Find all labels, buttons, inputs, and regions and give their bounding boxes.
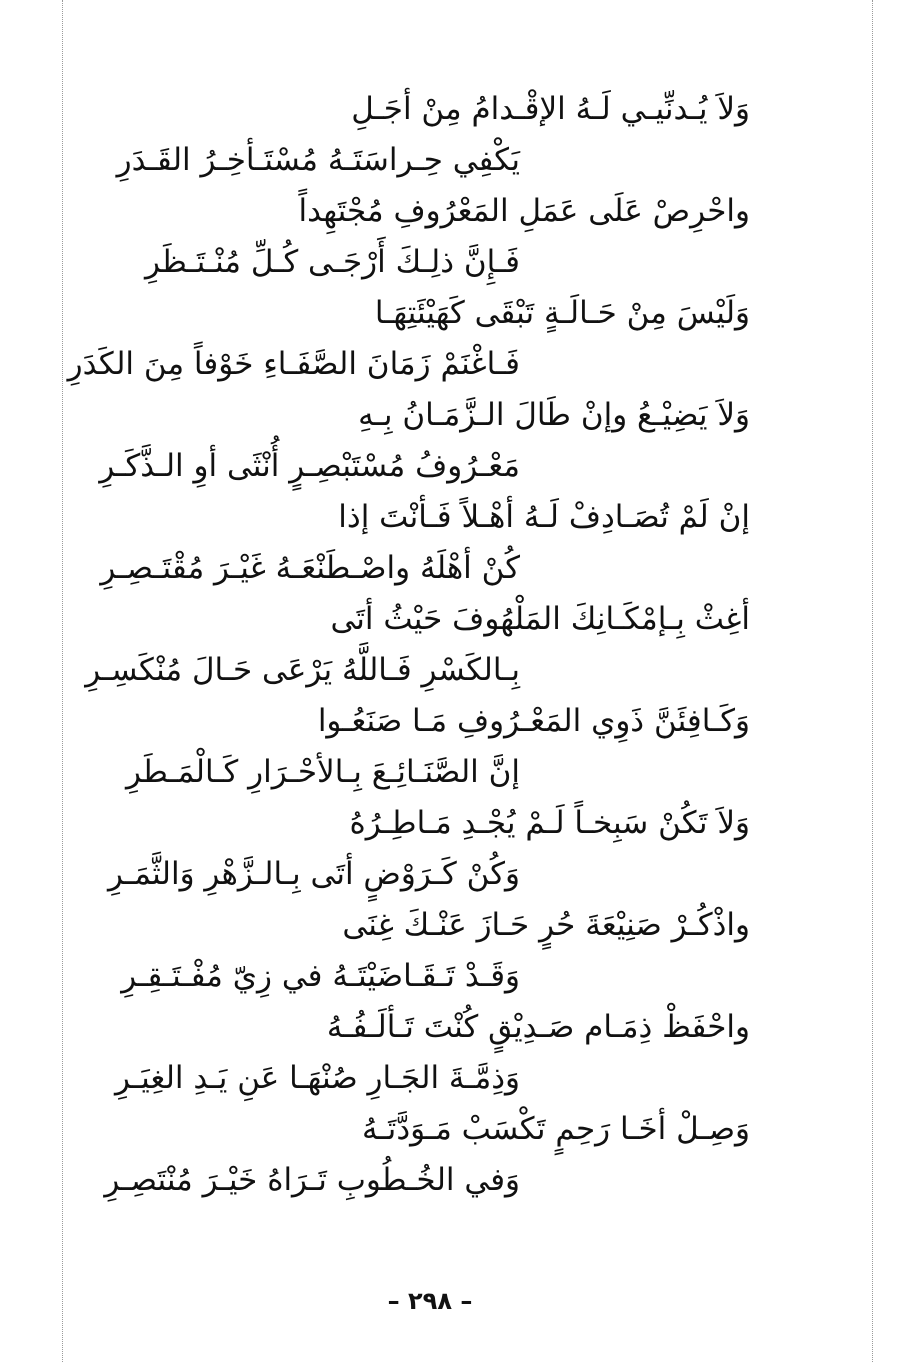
verse-line: واحْرِصْ عَلَى عَمَلِ المَعْرُوفِ مُجْتَهِداً — [298, 193, 750, 229]
verse-line: كُنْ أهْلَهُ واصْـطَنْعَـهُ غَيْـرَ مُقْتَـصِـرِ — [100, 550, 520, 586]
verse-line: فَـاغْنَمْ زَمَانَ الصَّفَـاءِ خَوْفاً مِنَ الكَدَرِ — [67, 346, 520, 382]
verse-line: يَكْفِي حِـراسَتَـهُ مُسْتَـأخِـرُ القَـدَرِ — [116, 142, 520, 178]
verse-line: إنْ لَمْ تُصَـادِفْ لَـهُ أهْـلاً فَـأنْتَ إذا — [338, 499, 750, 535]
verse-line: إنَّ الصَّنَـائِـعَ بِـالأحْـرَارِ كَـالْمَـطَرِ — [125, 754, 520, 790]
scan-edge-right — [872, 0, 873, 1362]
verse-line: وَلاَ تَكُنْ سَبِخـاً لَـمْ يُجْـدِ مَـاطِـرُهُ — [349, 805, 750, 841]
verse-line: وَكُنْ كَـرَوْضٍ أتَى بِـالـزَّهْرِ وَالثَّمَـرِ — [108, 856, 520, 892]
verse-line: وَلاَ يُـدنِّيـي لَـهُ الإقْـدامُ مِنْ أجَـلِ — [351, 91, 750, 127]
verse-line: مَعْـرُوفُ مُسْتَبْصِـرٍ أُنْثَى أوِ الـذَّكَـرِ — [99, 448, 520, 484]
verse-line: واذْكُـرْ صَنِيْعَةَ حُرٍ حَـازَ عَنْـكَ غِنَى — [342, 907, 750, 943]
poem-body — [67, 84, 750, 1206]
verse-line: وَلَيْسَ مِنْ حَـالَـةٍ تَبْقَى كَهَيْئَتِهَـا — [374, 295, 750, 331]
verse-line: بِـالكَسْرِ فَـاللَّهُ يَرْعَى حَـالَ مُنْكَسِـرِ — [85, 652, 520, 688]
verse-line: واحْفَظْ ذِمَـام صَـدِيْقٍ كُنْتَ تَـألَـفُـهُ — [326, 1009, 750, 1045]
page-number: – ٢٩٨ – — [387, 1287, 473, 1315]
verse-line: فَـإِنَّ ذلِـكَ أَرْجَـى كُـلِّ مُنْـتَـظَرِ — [145, 244, 520, 280]
verse-line: وَفي الخُـطُوبِ تَـرَاهُ خَيْـرَ مُنْتَصِـرِ — [104, 1162, 520, 1198]
verse-line: وَصِـلْ أخَـا رَحِمٍ تَكْسَبْ مَـوَدَّتَـهُ — [361, 1111, 750, 1147]
verse-line: أغِثْ بِـإمْكَـانِكَ المَلْهُوفَ حَيْثُ أتَى — [330, 601, 750, 637]
verse-line: وَكَـافِئَنَّ ذَوِي المَعْـرُوفِ مَـا صَنَعُـوا — [317, 703, 750, 739]
scan-edge-left — [62, 0, 63, 1362]
verse-line: وَقَـدْ تَـقَـاضَيْتَـهُ في زِيّ مُفْـتَـقِـرِ — [121, 958, 520, 994]
verse-line: وَذِمَّـةَ الجَـارِ صُنْهَـا عَنِ يَـدِ الغِيَـرِ — [114, 1060, 520, 1096]
verse-line: وَلاَ يَضِيْـعُ وإنْ طَالَ الـزَّمَـانُ بِـهِ — [358, 397, 750, 433]
